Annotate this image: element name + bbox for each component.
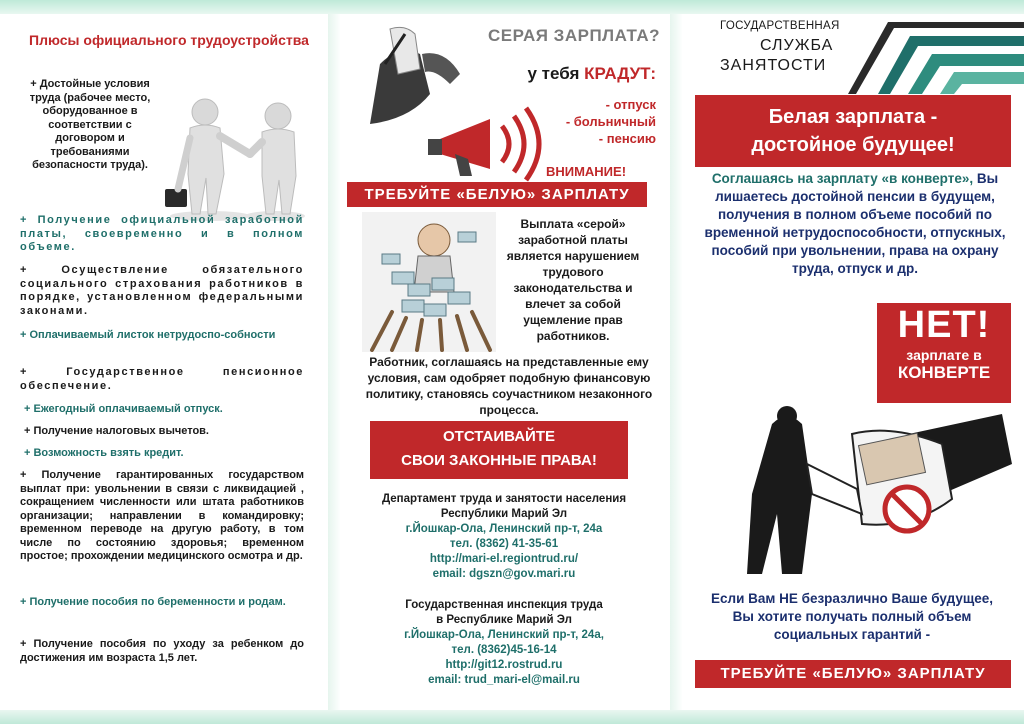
column-benefits (0, 14, 340, 710)
defend-rights-line: ОТСТАИВАЙТЕ (443, 428, 555, 445)
benefit-item: + Получение пособия по беременности и родам. (20, 596, 286, 608)
insp-phone: тел. (8362)45-16-14 (451, 644, 557, 656)
dept-website-link[interactable]: http://mari-el.regiontrud.ru/ (429, 553, 579, 565)
benefit-item: + Получение официальной заработной платы, своевременно и в полном объеме. (20, 214, 304, 253)
benefit-item: + Ежегодный оплачиваемый отпуск. (24, 403, 223, 415)
handshake-illustration (150, 94, 315, 224)
steal-heading (480, 64, 656, 84)
insp-name: в Республике Марий Эл (436, 614, 572, 626)
benefits-title: Плюсы официального трудоустройства (29, 32, 309, 48)
benefit-item: + Получение пособия по уходу за ребенком до достижения им возраста 1,5 лет. (20, 638, 304, 664)
gray-salary-heading: СЕРАЯ ЗАРПЛАТА? (488, 26, 660, 45)
benefit-intro: + Достойные условия труда (рабочее место, оборудованное в соответствии с договором и требованиями безопасности труда). (29, 78, 151, 171)
net-subtext: КОНВЕРТЕ (897, 363, 991, 382)
employment-service-logo-icon (848, 14, 1024, 96)
insp-website-link[interactable]: http://git12.rostrud.ru (445, 659, 563, 671)
top-decor-bar (0, 0, 1024, 14)
defend-rights-banner (370, 421, 628, 479)
insp-email-link[interactable]: email: trud_mari-el@mail.ru (428, 674, 580, 686)
insp-name: Государственная инспекция труда (405, 599, 603, 611)
logo-line: ГОСУДАРСТВЕННАЯ (720, 20, 840, 32)
consequences-lead: Соглашаясь на зарплату «в конверте», (711, 171, 974, 186)
attention-label: ВНИМАНИЕ! (545, 164, 627, 179)
insp-address: г.Йошкар-Ола, Ленинский пр-т, 24а, (404, 629, 604, 641)
benefit-item: + Государственное пенсионное обеспечение. (20, 366, 304, 392)
employee-complicity-text: Работник, соглашаясь на представленные ему условия, сам одобряет подобную финансовую политику, становясь соучастником незаконного процесса. (365, 355, 653, 417)
dept-address: г.Йошкар-Ола, Ленинский пр-т, 24а (405, 523, 603, 535)
consequences-text: Вы лишаетесь достойной пенсии в будущем, получения в полном объеме пособий по временной нетрудоспособности, отпускных, пособий при увольнении, права на охрану труда, отпуск и др. (704, 171, 1006, 276)
steal-list-item: - отпуск (605, 97, 656, 112)
steal-prefix: у тебя (527, 64, 580, 83)
banner-title-line: Белая зарплата - (768, 106, 938, 128)
net-subtext: зарплате в (906, 347, 982, 363)
steal-list-item: - больничный (565, 114, 656, 129)
benefit-item: + Возможность взять кредит. (24, 447, 184, 459)
dept-name: Республики Марий Эл (440, 508, 568, 520)
banner-title-line: достойное будущее! (751, 134, 955, 156)
dept-phone: тел. (8362) 41-35-61 (449, 538, 559, 550)
column-white-salary (682, 14, 1024, 710)
envelope-salary-consequences (696, 170, 1014, 278)
care-about-future-text: Если Вам НЕ безразлично Ваше будущее, Вы хотите получать полный объем социальных гарантий - (710, 591, 993, 642)
logo-line: СЛУЖБА (760, 37, 834, 54)
benefit-item: + Оплачиваемый листок нетрудоспо-собности (20, 329, 276, 341)
department-contacts (354, 492, 654, 582)
inspection-contacts (354, 598, 654, 688)
defend-rights-line: СВОИ ЗАКОННЫЕ ПРАВА! (401, 452, 597, 469)
steal-word: КРАДУТ: (584, 64, 656, 83)
gray-salary-violation-text: Выплата «серой» заработной платы является нарушением трудового законодательства и влечет за собой ущемление прав работников. (506, 217, 640, 343)
benefit-item: + Осуществление обязательного социального страхования работников в порядке, установленном федеральными законами. (20, 264, 304, 317)
logo-line: ЗАНЯТОСТИ (720, 57, 827, 74)
demand-white-salary-banner: ТРЕБУЙТЕ «БЕЛУЮ» ЗАРПЛАТУ (695, 660, 1011, 688)
dept-name: Департамент труда и занятости населения (381, 493, 627, 505)
net-word: НЕТ! (897, 304, 991, 346)
steal-list-item: - пенсию (598, 131, 656, 146)
benefit-item: + Получение гарантированных государством выплат при: увольнении в связи с ликвидацией , сокращением численности или штата работников организации; направлении в командировку; временном переводе на другую работу, в том числе по состоянию здоровья; временном простое; прохождении медицинского осмотра и др. (20, 469, 304, 562)
column-gray-salary (340, 14, 682, 710)
no-envelope-salary-sign (877, 303, 1011, 403)
demand-white-salary-banner: ТРЕБУЙТЕ «БЕЛУЮ» ЗАРПЛАТУ (347, 182, 647, 207)
crowd-money-illustration (362, 212, 496, 352)
white-salary-title-banner (695, 95, 1011, 167)
employment-service-logo-text (720, 16, 850, 76)
benefit-item: + Получение налоговых вычетов. (24, 425, 209, 437)
bottom-decor-bar (0, 710, 1024, 724)
dept-email-link[interactable]: email: dgszn@gov.mari.ru (432, 568, 576, 580)
envelope-bribe-illustration (712, 404, 1012, 584)
